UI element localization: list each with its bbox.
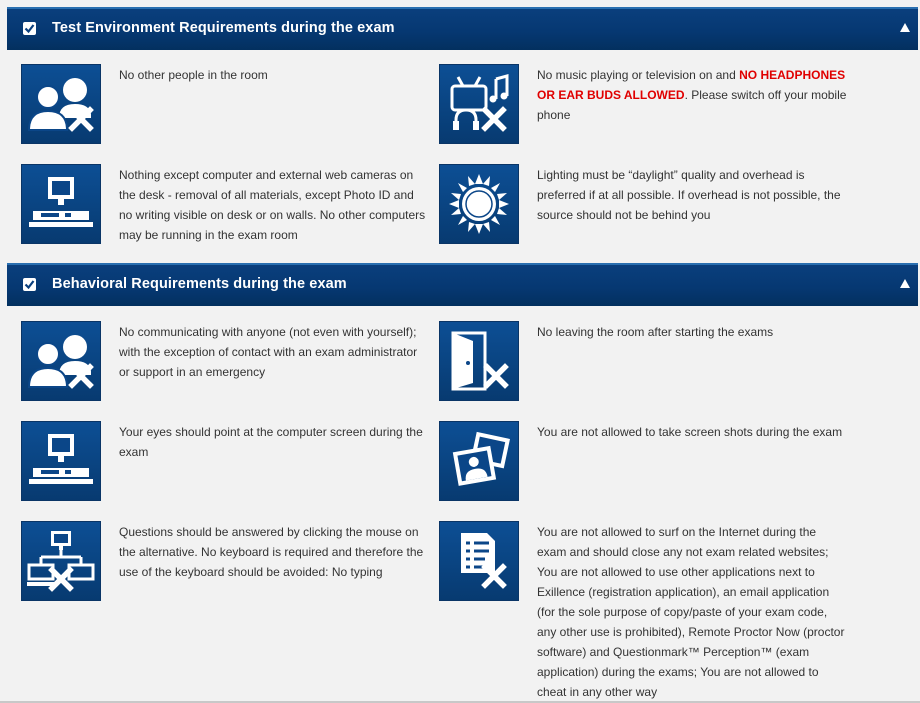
requirement-text: Your eyes should point at the computer screen during the exam bbox=[119, 425, 423, 459]
requirement-text: You are not allowed to take screen shots during the exam bbox=[537, 425, 843, 439]
document-x-icon bbox=[439, 521, 519, 601]
section-header-behavioral[interactable] bbox=[7, 263, 918, 306]
door-x-icon bbox=[439, 321, 519, 401]
requirement-text: Lighting must be “daylight” quality and overhead is preferred if at all possible. If overhead is not possible, the source should not be behind you bbox=[537, 168, 841, 222]
requirement-text: You are not allowed to surf on the Internet during the exam and should close any not exam related websites; You are not allowed to use other applications next to Exillence (registration application), an email application (for the sole purpose of copy/paste of your exam code, any other use is prohibited), Remote Proctor Now (proctor software) and Questionmark™ Perception™ (exam application) during the exams; You are not allowed to cheat in any other way bbox=[537, 525, 845, 699]
requirement-text: No music playing or television on and NO HEADPHONES OR EAR BUDS ALLOWED. Please switch off your mobile phone bbox=[537, 68, 847, 122]
requirement-text: Questions should be answered by clicking the mouse on the alternative. No keyboard is required and therefore the use of the keyboard should be avoided: No typing bbox=[119, 525, 424, 579]
people-x-icon bbox=[21, 64, 101, 144]
requirement-text: No other people in the room bbox=[119, 68, 268, 82]
collapse-arrow-icon[interactable] bbox=[900, 279, 910, 288]
sun-icon bbox=[439, 164, 519, 244]
section-title: Behavioral Requirements during the exam bbox=[52, 276, 347, 292]
music-tv-x-icon bbox=[439, 64, 519, 144]
network-x-icon bbox=[21, 521, 101, 601]
photos-icon bbox=[439, 421, 519, 501]
requirement-text: No leaving the room after starting the exams bbox=[537, 325, 774, 339]
checkbox-icon bbox=[23, 278, 36, 291]
computer-desk-icon bbox=[21, 421, 101, 501]
checkbox-icon bbox=[23, 22, 36, 35]
computer-desk-icon bbox=[21, 164, 101, 244]
requirement-text: Nothing except computer and external web cameras on the desk - removal of all materials, except Photo ID and no writing visible on desk or on walls. No other computers may be running in the exam room bbox=[119, 168, 426, 242]
people-x-icon bbox=[21, 321, 101, 401]
section-header-test-environment[interactable] bbox=[7, 7, 918, 50]
requirement-text: No communicating with anyone (not even with yourself); with the exception of contact with an exam administrator or support in an emergency bbox=[119, 325, 418, 379]
section-title: Test Environment Requirements during the exam bbox=[52, 20, 395, 36]
collapse-arrow-icon[interactable] bbox=[900, 23, 910, 32]
